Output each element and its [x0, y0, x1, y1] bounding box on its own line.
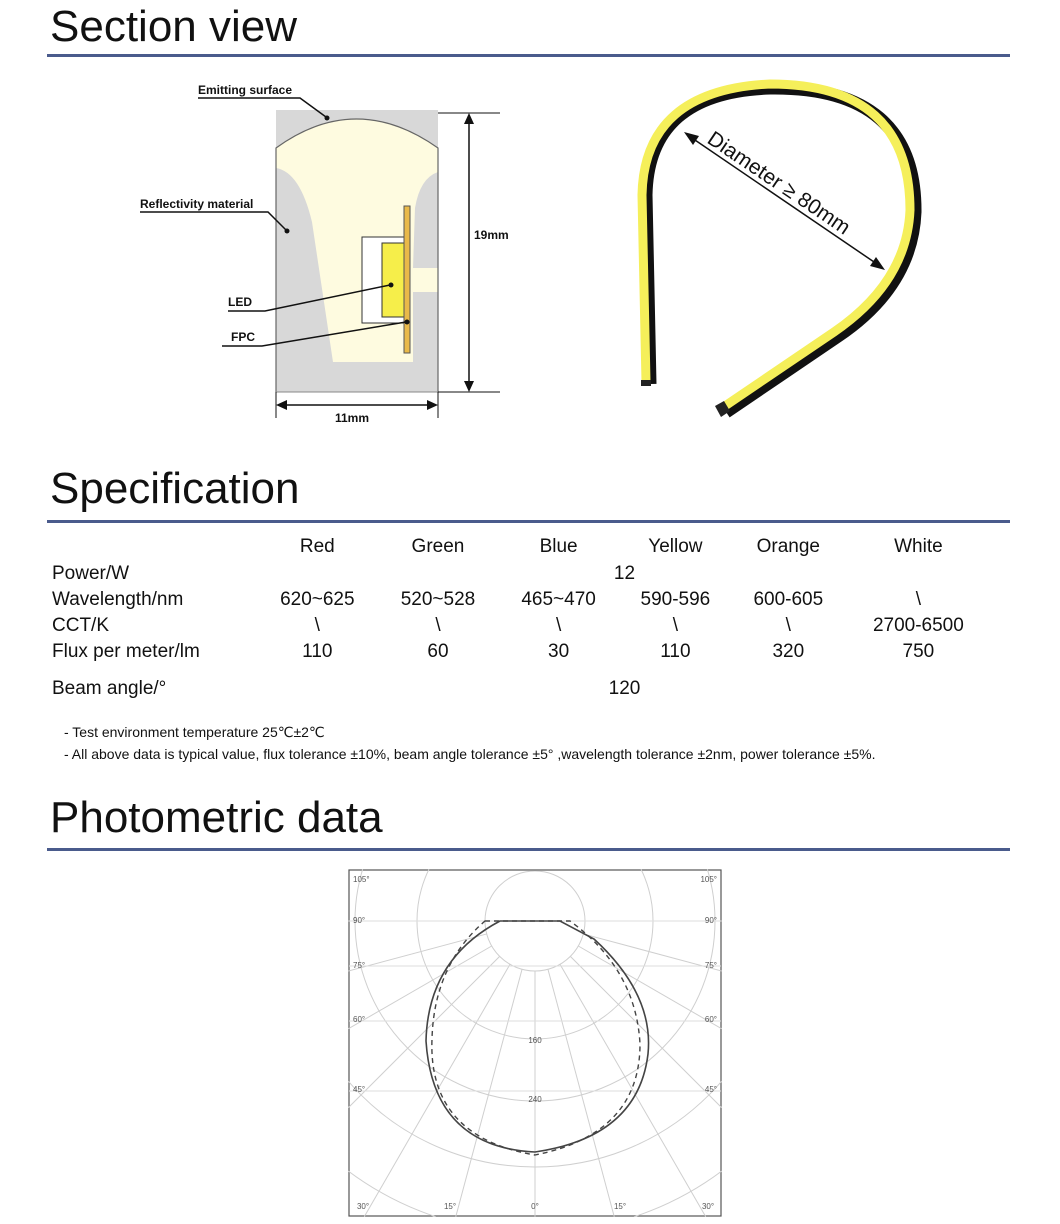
wavelength-label: Wavelength/nm — [52, 589, 184, 610]
wavelength-green: 520~528 — [400, 589, 476, 610]
cct-blue: \ — [555, 615, 562, 636]
note-temperature: - Test environment temperature 25℃±2℃ — [64, 724, 325, 740]
reflectivity-material-label: Reflectivity material — [140, 197, 254, 211]
bottom-tick: 30° — [701, 1202, 715, 1211]
bottom-tick: 30° — [356, 1202, 370, 1211]
cct-yellow: \ — [672, 615, 679, 636]
angle-tick-left: 90° — [353, 916, 366, 925]
wavelength-yellow: 590-596 — [640, 589, 711, 610]
flux-label: Flux per meter/lm — [52, 641, 200, 662]
cct-label: CCT/K — [52, 615, 109, 636]
led-label: LED — [228, 295, 252, 309]
section-diagram — [0, 0, 1060, 460]
cct-white: 2700-6500 — [872, 615, 964, 636]
table-row — [52, 561, 992, 587]
specification-table — [52, 533, 992, 707]
table-row — [52, 613, 992, 639]
specification-title: Specification — [50, 464, 300, 513]
beam-label: Beam angle/° — [52, 678, 167, 699]
wavelength-orange: 600-605 — [753, 589, 824, 610]
note-tolerance: - All above data is typical value, flux tolerance ±10%, beam angle tolerance ±5° ,wavelength tolerance ±2nm, power tolerance ±5%. — [64, 746, 876, 762]
angle-tick-right: 60° — [704, 1015, 717, 1024]
flux-white: 750 — [902, 641, 935, 662]
bottom-tick: 15° — [443, 1202, 457, 1211]
column-green: Green — [411, 536, 465, 557]
wavelength-white: \ — [915, 589, 922, 610]
flux-orange: 320 — [772, 641, 805, 662]
flux-blue: 30 — [548, 641, 570, 662]
width-dimension: 11mm — [335, 411, 370, 425]
angle-tick-right: 105° — [700, 875, 717, 884]
led-chip — [382, 243, 404, 317]
fpc-label: FPC — [231, 330, 255, 344]
angle-tick-right: 45° — [704, 1085, 717, 1094]
column-yellow: Yellow — [648, 536, 703, 557]
flux-red: 110 — [302, 641, 333, 662]
cct-green: \ — [435, 615, 441, 636]
angle-tick-left: 75° — [353, 961, 366, 970]
power-value: 12 — [613, 563, 636, 584]
radial-tick: 160 — [528, 1036, 542, 1045]
bottom-tick: 15° — [613, 1202, 627, 1211]
fpc-strip — [404, 206, 410, 353]
section-view-title: Section view — [50, 2, 298, 51]
polar-chart — [348, 869, 722, 1217]
wavelength-red: 620~625 — [280, 589, 355, 610]
angle-tick-right: 75° — [704, 961, 717, 970]
table-row — [52, 665, 992, 707]
angle-tick-left: 60° — [353, 1015, 366, 1024]
wavelength-blue: 465~470 — [521, 589, 596, 610]
column-blue: Blue — [539, 536, 578, 557]
photometric-title: Photometric data — [50, 793, 383, 842]
specification-divider — [47, 520, 1010, 523]
emitting-surface-label: Emitting surface — [198, 83, 293, 97]
cct-red: \ — [314, 615, 320, 636]
flux-green: 60 — [427, 641, 449, 662]
height-dimension: 19mm — [474, 228, 509, 242]
diameter-label: Diameter ≥ 80mm — [703, 127, 855, 240]
photometric-divider — [47, 848, 1010, 851]
bend-diagram — [641, 84, 915, 417]
table-header-row — [52, 533, 992, 561]
table-row — [52, 587, 992, 613]
cct-orange: \ — [785, 615, 791, 636]
angle-tick-right: 90° — [704, 916, 717, 925]
column-orange: Orange — [756, 536, 820, 557]
flux-yellow: 110 — [660, 641, 691, 662]
column-red: Red — [299, 536, 335, 557]
column-white: White — [894, 536, 943, 557]
beam-value: 120 — [608, 678, 641, 699]
power-label: Power/W — [52, 563, 130, 584]
radial-tick: 240 — [528, 1095, 542, 1104]
table-row — [52, 639, 992, 665]
angle-tick-left: 45° — [353, 1085, 366, 1094]
bottom-tick: 0° — [531, 1202, 539, 1211]
angle-tick-left: 105° — [353, 875, 370, 884]
